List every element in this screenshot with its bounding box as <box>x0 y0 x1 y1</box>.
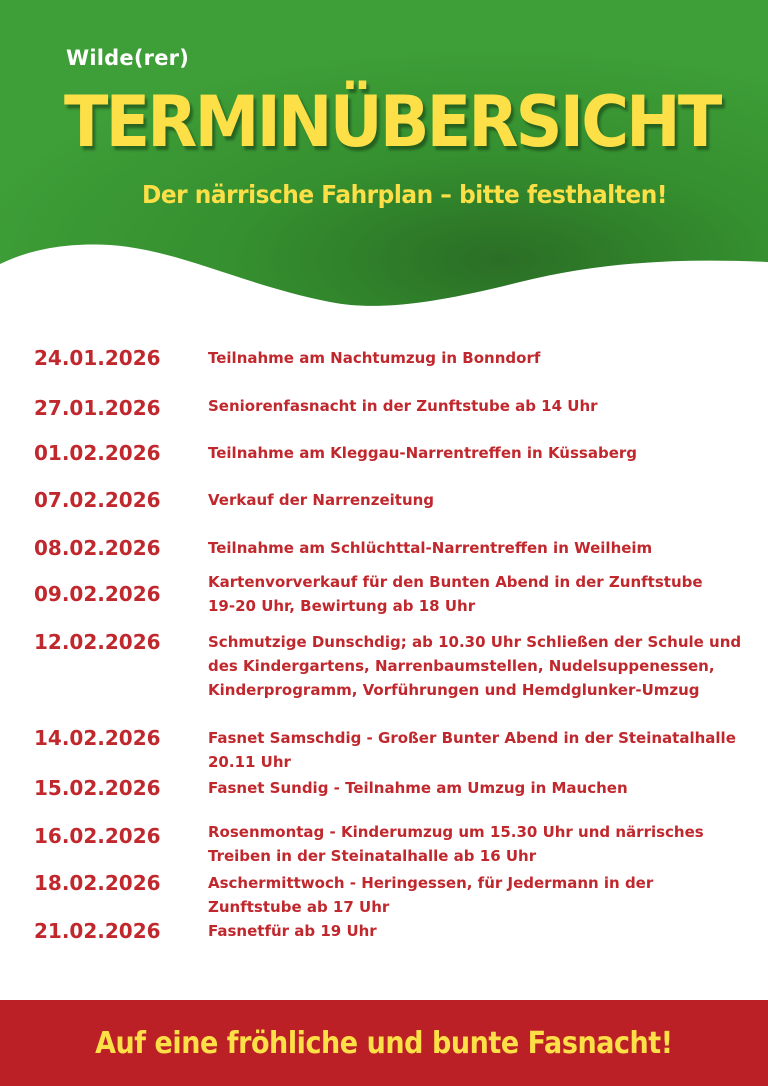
page-subtitle: Der närrische Fahrplan – bitte festhalten! <box>142 180 667 209</box>
event-description <box>208 394 748 418</box>
event-line: Teilnahme am Schlüchttal-Narrentreffen in Weilheim <box>208 539 653 557</box>
event-line: Fasnetfür ab 19 Uhr <box>208 922 377 940</box>
event-date: 08.02.2026 <box>34 536 161 560</box>
event-date: 14.02.2026 <box>34 726 161 750</box>
event-line: Seniorenfasnacht in der Zunftstube ab 14 Uhr <box>208 397 598 415</box>
event-line: Kinderprogramm, Vorführungen und Hemdglunker-Umzug <box>208 681 700 699</box>
event-description <box>208 536 748 560</box>
event-description <box>208 871 748 919</box>
event-description <box>208 346 748 370</box>
footer-text: Auf eine fröhliche und bunte Fasnacht! <box>95 1025 673 1061</box>
event-description <box>208 820 748 868</box>
event-date: 09.02.2026 <box>34 582 161 606</box>
event-date: 15.02.2026 <box>34 776 161 800</box>
event-line: des Kindergartens, Narrenbaumstellen, Nudelsuppenessen, <box>208 657 715 675</box>
pre-title: Wilde(rer) <box>66 46 189 70</box>
event-description <box>208 630 748 702</box>
event-description <box>208 570 748 618</box>
event-date: 01.02.2026 <box>34 441 161 465</box>
event-line: Zunftstube ab 17 Uhr <box>208 898 390 916</box>
event-date: 24.01.2026 <box>34 346 161 370</box>
event-description <box>208 441 748 465</box>
event-description <box>208 488 748 512</box>
event-date: 07.02.2026 <box>34 488 161 512</box>
event-line: Verkauf der Narrenzeitung <box>208 491 435 509</box>
event-line: 19-20 Uhr, Bewirtung ab 18 Uhr <box>208 597 476 615</box>
event-line: Kartenvorverkauf für den Bunten Abend in der Zunftstube <box>208 573 703 591</box>
event-description <box>208 726 748 774</box>
footer-banner <box>0 1000 768 1086</box>
event-line: Aschermittwoch - Heringessen, für Jedermann in der <box>208 874 654 892</box>
event-date: 12.02.2026 <box>34 630 161 654</box>
event-line: Rosenmontag - Kinderumzug um 15.30 Uhr und närrisches <box>208 823 704 841</box>
event-line: Schmutzige Dunschdig; ab 10.30 Uhr Schließen der Schule und <box>208 633 742 651</box>
event-date: 21.02.2026 <box>34 919 161 943</box>
event-date: 18.02.2026 <box>34 871 161 895</box>
event-line: Treiben in der Steinatalhalle ab 16 Uhr <box>208 847 537 865</box>
event-line: Teilnahme am Nachtumzug in Bonndorf <box>208 349 541 367</box>
event-line: Fasnet Samschdig - Großer Bunter Abend in der Steinatalhalle <box>208 729 736 747</box>
page-title: TERMINÜBERSICHT <box>64 81 720 163</box>
event-description <box>208 776 748 800</box>
event-line: Teilnahme am Kleggau-Narrentreffen in Küssaberg <box>208 444 638 462</box>
event-line: Fasnet Sundig - Teilnahme am Umzug in Mauchen <box>208 779 628 797</box>
event-line: 20.11 Uhr <box>208 753 291 771</box>
event-date: 27.01.2026 <box>34 396 161 420</box>
event-date: 16.02.2026 <box>34 824 161 848</box>
event-description <box>208 919 748 943</box>
